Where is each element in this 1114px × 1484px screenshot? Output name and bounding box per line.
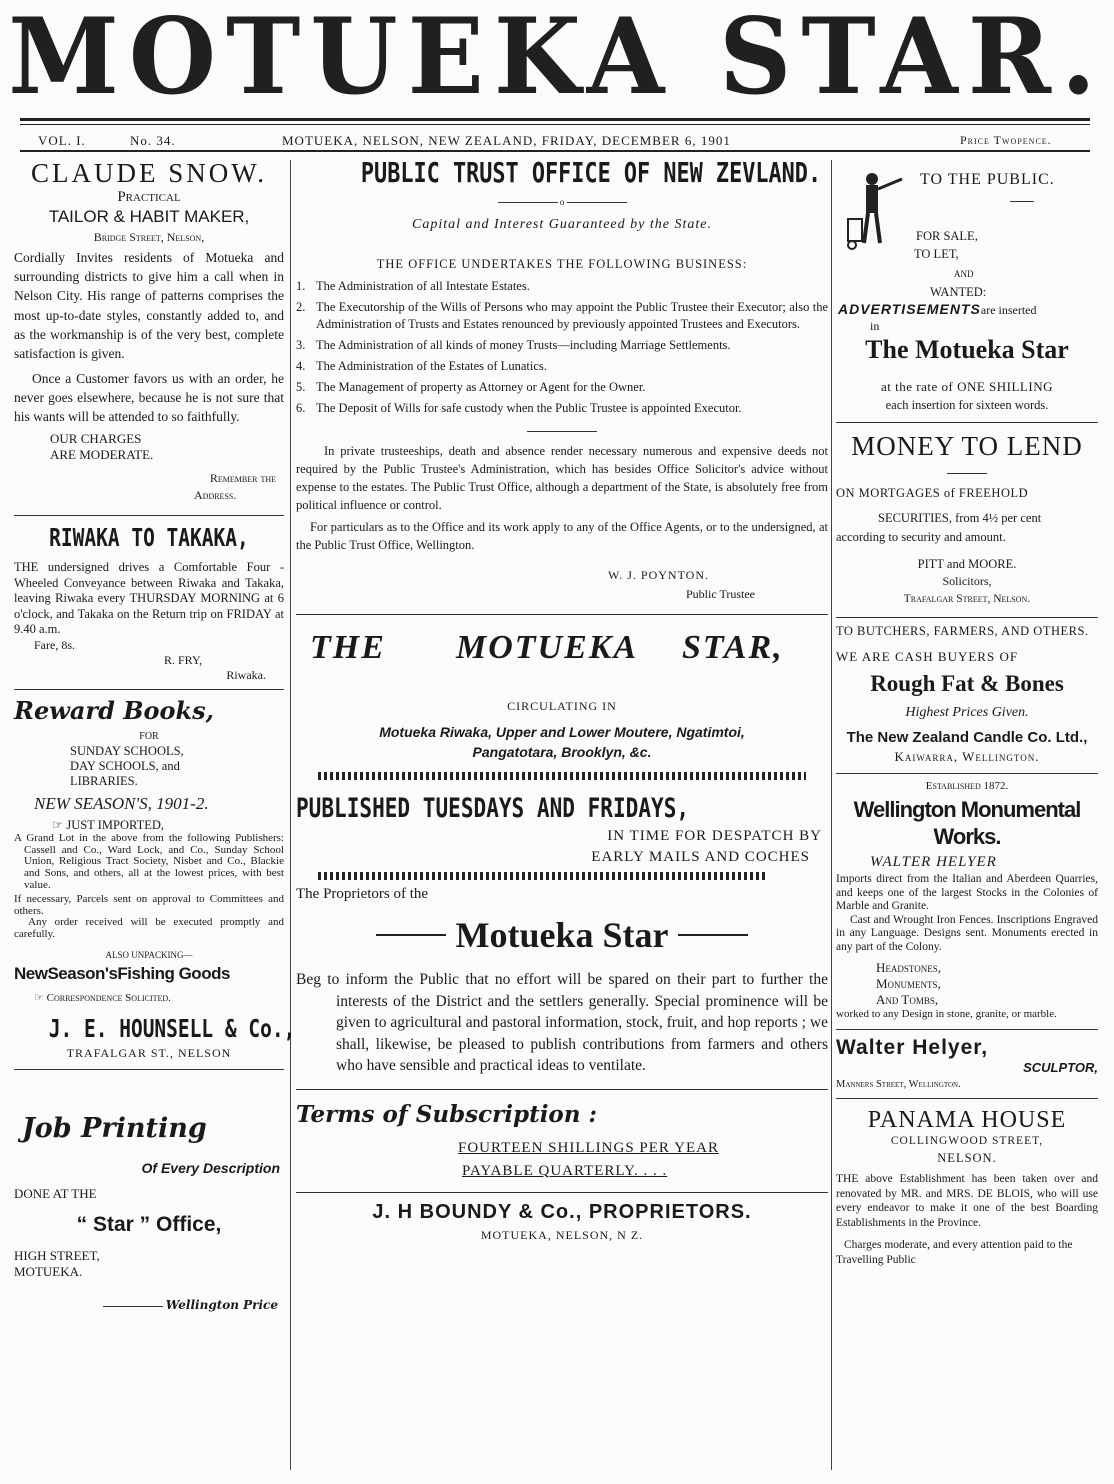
mon-sig: Walter Helyer,: [836, 1036, 989, 1059]
books-season: NEW SEASON'S, 1901-2.: [34, 793, 209, 813]
star-despatch2: EARLY MAILS AND COCHES: [591, 849, 810, 865]
public-trust-ad: [296, 155, 828, 602]
star-despatch1: IN TIME FOR DESPATCH BY: [607, 828, 822, 844]
snow-charges2: ARE MODERATE.: [50, 447, 154, 463]
trust-item-number: 2.: [296, 300, 306, 314]
books-order: Any order received will be executed promptly and carefully.: [14, 916, 284, 941]
snow-remember1: Remember the: [209, 471, 276, 486]
riwaka-ad: [14, 522, 284, 683]
short-rule: [527, 431, 597, 432]
left-column: [14, 155, 296, 1475]
money-street: Trafalgar Street, Nelson.: [903, 593, 1031, 605]
books-title: Reward Books,: [14, 695, 215, 725]
job-street: HIGH STREET,: [14, 1247, 100, 1263]
trust-item-text: The Deposit of Wills for safe custody when the Public Trustee is appointed Executor.: [316, 401, 742, 415]
books-unpacking: ALSO UNPACKING—: [105, 949, 193, 960]
butchers-we: WE ARE CASH BUYERS OF: [836, 649, 1019, 664]
star-published-wrap: [296, 792, 828, 826]
public-inserted: are inserted: [980, 303, 1037, 317]
mon-name: WALTER HELYER: [870, 854, 997, 870]
public-and: AND: [954, 269, 974, 279]
star-places1: Motueka Riwaka, Upper and Lower Moutere, Ngatimtoi,: [379, 724, 745, 740]
column-divider-right: [831, 160, 832, 1470]
star-name: Motueka Star: [455, 915, 669, 955]
mon-h2: Monuments,: [876, 976, 941, 991]
trust-item-text: The Administration of the Estates of Lunatics.: [316, 359, 547, 373]
public-adverts-line: [838, 301, 1037, 319]
divider: [836, 422, 1098, 423]
public-rate1: at the rate of ONE SHILLING: [881, 379, 1053, 394]
money-acc: according to security and amount.: [836, 530, 1006, 544]
books-corr-line: [14, 991, 284, 1004]
motueka-star-ad: [296, 625, 828, 1243]
star-payable: PAYABLE QUARTERLY. . . .: [462, 1162, 668, 1179]
public-sale: FOR SALE,: [916, 229, 978, 243]
riwaka-title: RIWAKA TO TAKAKA,: [49, 523, 249, 553]
books-firm-wrap: [14, 1012, 296, 1046]
trust-item-number: 5.: [296, 380, 306, 394]
claude-snow-ad: [14, 157, 284, 503]
star-proprietors-of: The Proprietors of the: [296, 886, 429, 902]
snow-remember2: Address.: [194, 488, 237, 503]
money-sec: SECURITIES, from 4½ per cent: [878, 511, 1042, 525]
pointing-hand-icon: ☞: [52, 817, 64, 832]
panama-charges: Charges moderate, and every attention paid to the Travelling Public: [836, 1239, 1073, 1266]
mon-title-wrap: [836, 796, 1098, 852]
job-done: DONE AT THE: [14, 1185, 97, 1201]
divider: [836, 1098, 1098, 1099]
public-rate2: each insertion for sixteen words.: [885, 398, 1049, 412]
masthead-rule-thin: [20, 124, 1090, 125]
short-rule: [1010, 201, 1034, 202]
divider: [296, 1192, 828, 1193]
job-office: “ Star ” Office,: [76, 1212, 222, 1236]
dateline: [20, 130, 1090, 152]
butchers-rough: Rough Fat & Bones: [870, 671, 1064, 696]
job-footer-line: [14, 1298, 284, 1313]
masthead: [0, 0, 1114, 118]
issue-number: No. 34.: [130, 133, 176, 148]
trust-para1: In private trusteeships, death and absence render necessary numerous and expensive deeds not required by the Public Trustee's Administration, which has besides Office Solicitor's advice without expense to the estates. The Public Trust Office, although a department of the State, is absolutely free from political influence or control.: [296, 444, 828, 512]
right-column: [836, 155, 1098, 1475]
monumental-ad: [836, 780, 1098, 1090]
job-title: Job Printing: [22, 1112, 207, 1144]
public-to: TO THE PUBLIC.: [920, 171, 1055, 188]
books-street: TRAFALGAR ST., NELSON: [66, 1045, 232, 1060]
job-town: MOTUEKA.: [14, 1263, 83, 1279]
books-grand: A Grand Lot in the above from the following Publishers: Cassell and Co., Ward Lock, and Co., Sunday School Union, Religious Tract Society, Nisbet and Co., Blackie and Sons, and others, all at the lowest prices, with best value.: [14, 831, 284, 891]
middle-column: [296, 155, 828, 1475]
snow-para1: Cordially Invites residents of Motueka and surrounding districts to give him a call when in Nelson City. His range of patterns comprises the most up-to-date styles, constantly added to, and as the workmanship is of the very best, complete satisfaction is given.: [14, 250, 284, 362]
mon-h1: Headstones,: [876, 960, 941, 975]
short-rule: [947, 473, 987, 474]
star-terms: Terms of Subscription :: [296, 1100, 597, 1128]
masthead-title: MOTUEKA STAR.: [8, 0, 1106, 118]
trust-item: [296, 299, 828, 333]
divider: [836, 617, 1098, 618]
butchers-firm: The New Zealand Candle Co. Ltd.,: [846, 729, 1088, 746]
star-name-line: [296, 913, 828, 957]
panama-title: PANAMA HOUSE: [867, 1107, 1067, 1133]
trust-item: [296, 358, 828, 375]
volume: VOL. I.: [38, 133, 86, 148]
star-title-motueka: MOTUEKA: [456, 629, 639, 666]
trust-item: [296, 379, 828, 396]
mon-title: Wellington Monumental Works.: [853, 797, 1081, 849]
snow-address: Bridge Street, Nelson,: [93, 230, 205, 244]
books-l3: LIBRARIES.: [70, 773, 138, 788]
job-printing-ad: [14, 1112, 284, 1313]
mon-street: Manners Street, Wellington.: [836, 1079, 961, 1090]
snow-name: CLAUDE SNOW.: [30, 158, 267, 188]
divider: [296, 614, 828, 615]
trust-list: [296, 278, 828, 417]
price: Price Twopence.: [960, 133, 1052, 147]
mon-est: Established 1872.: [925, 780, 1009, 792]
mon-body2: Cast and Wrought Iron Fences. Inscriptions Engraved in any Language. Designs sent. Monuments erected in any part of the Colony.: [836, 913, 1098, 953]
star-title-star: STAR,: [682, 629, 784, 666]
star-boundy-addr: MOTUEKA, NELSON, N Z.: [480, 1227, 644, 1242]
snow-charges1: OUR CHARGES: [50, 431, 142, 447]
riwaka-title-wrap: [14, 522, 284, 554]
trust-para2: For particulars as to the Office and its work apply to any of the Office Agents, or to the undersigned, at the Public Trust Office, Wellington.: [296, 520, 828, 552]
butchers-to: TO BUTCHERS, FARMERS, AND OTHERS.: [836, 624, 1089, 638]
star-published: PUBLISHED TUESDAYS AND FRIDAYS,: [296, 793, 690, 824]
reward-books-ad: [14, 695, 296, 1061]
star-fourteen: FOURTEEN SHILLINGS PER YEAR: [458, 1139, 719, 1156]
pointing-hand-icon: ☞: [34, 991, 44, 1004]
riwaka-body: THE undersigned drives a Comfortable Four - Wheeled Conveyance between Riwaka and Takaka, leaving Riwaka every THURSDAY MORNING at 6 o'clock, and Takaka on the Return trip on FRIDAY at 9.40 a.m.: [14, 560, 284, 637]
rule: [103, 1306, 163, 1307]
panama-house-ad: [836, 1105, 1098, 1267]
books-firm: J. E. HOUNSELL & Co.,: [48, 1013, 296, 1043]
divider: [836, 1029, 1098, 1030]
trust-item-text: The Administration of all kinds of money Trusts—including Marriage Settlements.: [316, 338, 731, 352]
books-imported-line: [14, 817, 284, 833]
mon-h3: And Tombs,: [876, 992, 939, 1007]
money-sol: Solicitors,: [942, 574, 992, 588]
public-let: TO LET,: [914, 247, 959, 261]
books-l2: DAY SCHOOLS, and: [70, 758, 180, 773]
trust-item: [296, 337, 828, 354]
money-title: MONEY TO LEND: [851, 431, 1083, 461]
money-on: ON MORTGAGES of FREEHOLD: [836, 486, 1029, 500]
ornament-rule: [318, 772, 806, 780]
trust-role: Public Trustee: [686, 587, 756, 601]
books-imported: JUST IMPORTED,: [66, 817, 164, 832]
divider: [14, 689, 284, 690]
mon-worked: worked to any Design in stone, granite, or marble.: [836, 1008, 1057, 1020]
place-date: MOTUEKA, NELSON, NEW ZEALAND, FRIDAY, DECEMBER 6, 1901: [282, 133, 731, 148]
public-wanted: WANTED:: [930, 285, 987, 299]
snow-para2: Once a Customer favors us with an order, he never goes elsewhere, because he is not sure that his wants will be attended to so faithfully.: [14, 371, 284, 425]
books-for: FOR: [139, 730, 159, 742]
trust-item-number: 3.: [296, 338, 306, 352]
panama-street: COLLINGWOOD STREET,: [890, 1135, 1044, 1147]
trust-item: [296, 400, 828, 417]
divider: [836, 773, 1098, 774]
job-every: Of Every Description: [141, 1159, 280, 1176]
rule: [567, 202, 627, 203]
ornament-rule: [318, 872, 768, 880]
money-firm: PITT and MOORE.: [917, 557, 1017, 571]
butchers-addr: Kaiwarra, Wellington.: [894, 749, 1040, 764]
trust-item: [296, 278, 828, 295]
rule: [498, 202, 558, 203]
money-to-lend-ad: [836, 429, 1098, 605]
books-l1: SUNDAY SCHOOLS,: [70, 743, 184, 758]
star-places2: Pangatotara, Brooklyn, &c.: [472, 744, 652, 760]
trust-item-text: The Management of property as Attorney or Agent for the Owner.: [316, 380, 646, 394]
job-footer: Wellington Price: [165, 1297, 278, 1312]
town-crier-icon: [842, 169, 906, 253]
trust-undertakes: THE OFFICE UNDERTAKES THE FOLLOWING BUSINESS:: [376, 257, 748, 271]
books-approval: If necessary, Parcels sent on approval to Committees and others.: [14, 892, 284, 917]
masthead-rule-top: [20, 118, 1090, 121]
column-divider-left: [290, 160, 291, 1470]
riwaka-fare: Fare, 8s.: [34, 637, 75, 652]
flourish-rule: [376, 934, 446, 936]
trust-title-wrap: [296, 155, 828, 191]
star-boundy: J. H BOUNDY & Co., PROPRIETORS.: [372, 1200, 752, 1223]
star-circulating: CIRCULATING IN: [507, 699, 617, 713]
panama-town: NELSON.: [937, 1151, 997, 1165]
trust-item-number: 1.: [296, 279, 306, 293]
trust-capital: Capital and Interest Guaranteed by the State.: [412, 217, 712, 232]
trust-o: o: [559, 197, 565, 207]
trust-item-text: The Administration of all Intestate Estates.: [316, 279, 530, 293]
snow-trade: TAILOR & HABIT MAKER,: [48, 207, 250, 226]
trust-signer: W. J. POYNTON.: [608, 568, 710, 582]
trust-item-number: 4.: [296, 359, 306, 373]
divider: [296, 1089, 828, 1090]
butchers-ad: [836, 624, 1098, 765]
riwaka-name: R. FRY,: [164, 652, 203, 667]
riwaka-place: Riwaka.: [226, 667, 266, 682]
books-fishing: NewSeason'sFishing Goods: [14, 963, 230, 983]
snow-practical: Practical: [117, 189, 181, 205]
star-beg: Beg to inform the Public that no effort will be spared on their part to further the interests of the District and the settlers generally. Special prominence will be given to agricultural and pastoral information, stock, fruit, and hop reports ; we shall, likewise, be pleased to publish contributions from farmers and others who have sensible and practical ideas to ventilate.: [296, 971, 828, 1074]
divider: [14, 515, 284, 516]
public-adverts: ADVERTISEMENTS: [838, 301, 981, 317]
star-title-the: THE: [310, 629, 386, 666]
trust-ornament: [296, 197, 828, 207]
trust-item-number: 6.: [296, 401, 306, 415]
star-title: [296, 625, 828, 687]
books-corr: Correspondence Solicited.: [46, 991, 171, 1004]
public-paper: The Motueka Star: [865, 335, 1069, 364]
public-in: in: [870, 319, 880, 333]
trust-item-text: The Executorship of the Wills of Persons who may appoint the Public Trustee their Executor; also the Administration of Trusts and Estates renounced by previously appointed Trustees and Executors.: [316, 300, 828, 331]
dateline-rule: [20, 150, 1090, 152]
mon-body1: Imports direct from the Italian and Aberdeen Quarries, and keeps one of the largest Stocks in the Colonies of Marble and Granite.: [836, 873, 1098, 912]
to-the-public-ad: [836, 155, 1098, 420]
trust-title: PUBLIC TRUST OFFICE OF NEW ZEVLAND.: [360, 156, 822, 189]
panama-body: THE above Establishment has been taken over and renovated by MR. and MRS. DE BLOIS, who will use every endeavor to make it one of the best Boarding Establishments in the Province.: [836, 1173, 1098, 1229]
mon-sculptor: SCULPTOR,: [1023, 1060, 1098, 1075]
flourish-rule: [678, 934, 748, 936]
butchers-highest: Highest Prices Given.: [905, 705, 1029, 720]
divider: [14, 1069, 284, 1070]
